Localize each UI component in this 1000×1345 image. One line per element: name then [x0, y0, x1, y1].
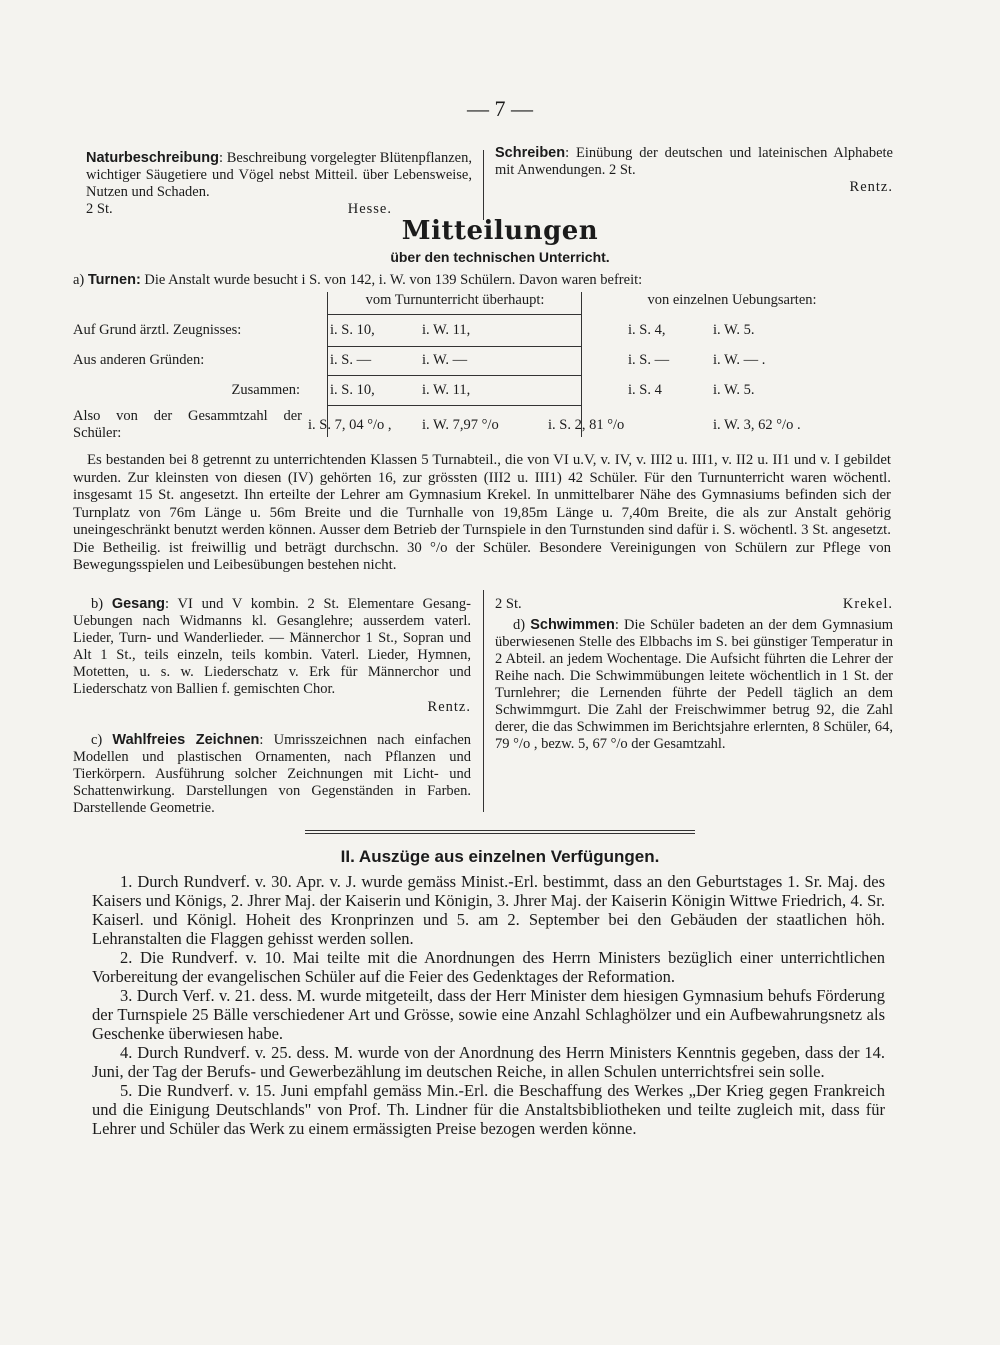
- naturbeschreibung-text: : Beschreibung vorgelegter Blütenpflanzen, wichtiger Säugetiere und Vögel nebst Mitteil. über Lebensweise, Nutzen und Schaden.: [86, 150, 472, 200]
- table-col-head-2: von einzelnen Uebungsarten:: [647, 292, 817, 308]
- naturbeschreibung-hours: 2 St.: [86, 201, 113, 217]
- double-rule-top: [305, 830, 695, 831]
- zeichnen-title: Wahlfreies Zeichnen: [112, 732, 260, 748]
- row-label: Aus anderen Gründen:: [73, 351, 205, 368]
- verfuegung-item: 2. Die Rundverf. v. 10. Mai teilte mit die Anordnungen des Herrn Ministers bezüglich einer unterrichtlichen Vorbereitung der evangelischen Schüler auf die Feier des Gedenktages der Reformation.: [92, 948, 885, 986]
- table-row: [73, 405, 885, 445]
- row-rule: [327, 405, 582, 406]
- mitteilungen-heading: Mitteilungen: [401, 216, 599, 246]
- row-s2: i. S. 2, 81 °/o: [548, 416, 625, 433]
- turnen-title: Turnen:: [87, 272, 141, 288]
- schreiben-title: Schreiben: [495, 145, 566, 161]
- mitteilungen-subtitle: über den technischen Unterricht.: [390, 249, 610, 265]
- turnen-prefix: a): [73, 272, 85, 288]
- naturbeschreibung-teacher: Hesse.: [347, 201, 392, 217]
- row-label: Zusammen:: [231, 381, 300, 398]
- row-s2: i. S. 4: [628, 381, 662, 398]
- page-number: — 7 —: [467, 96, 533, 121]
- top-column-divider: [483, 150, 484, 220]
- table-row: [73, 375, 885, 405]
- naturbeschreibung-block: [86, 150, 472, 218]
- row-s1: i. S. 7, 04 °/o ,: [308, 416, 392, 433]
- section2-title: II. Auszüge aus einzelnen Verfügungen.: [340, 847, 660, 866]
- schreiben-hours: 2 St.: [608, 162, 636, 178]
- row-s2: i. S. —: [628, 351, 670, 368]
- row-w2: i. W. 5.: [713, 321, 755, 338]
- row-s1: i. S. 10,: [330, 321, 375, 338]
- row-w2: i. W. 5.: [713, 381, 755, 398]
- schreiben-text: : Einübung der deutschen und lateinischen Alphabete mit Anwendungen.: [495, 145, 893, 178]
- naturbeschreibung-title: Naturbeschreibung: [86, 150, 219, 166]
- row-s1: i. S. —: [330, 351, 372, 368]
- double-rule-bottom: [305, 833, 695, 834]
- row-w1: i. W. 11,: [422, 321, 471, 338]
- turnen-table: [73, 315, 885, 445]
- verfuegung-item: 5. Die Rundverf. v. 15. Juni empfahl gemäss Min.-Erl. die Beschaffung des Werkes „Der Krieg gegen Frankreich und die Einigung Deutschlands" von Prof. Th. Lindner für die Anstaltsbibliotheken und teilte zugleich mit, dass für Lehrer und Schüler das Werk zu einem ermässigten Preise bezogen werden könne.: [92, 1081, 885, 1138]
- row-w1: i. W. 7,97 °/o: [422, 416, 499, 433]
- schwimmen-title: Schwimmen: [530, 617, 615, 633]
- schwimmen-prefix: d): [513, 617, 526, 633]
- gesang-text: : VI und V kombin. 2 St. Elementare Gesang- Uebungen nach Widmanns kl. Gesanglehre; ausserdem vaterl. Lieder, Turn- und Wanderlieder. — Männerchor 1 St., Sopran und Alt 1 St., teils einzeln, teils kombin. Vaterl. Lieder, Hymnen, Motetten, u. s. w. Liederschatz v. Erk für Männerchor und Liederschatz von Ballien f. gemischten Chor.: [73, 596, 471, 697]
- gesang-prefix: b): [91, 596, 104, 612]
- turnen-intro-text: Die Anstalt wurde besucht i S. von 142, i. W. von 139 Schülern. Davon waren befreit:: [144, 272, 643, 288]
- right-lower-block: [495, 596, 893, 753]
- schreiben-teacher: Rentz.: [849, 179, 893, 195]
- turnen-paragraph: Es bestanden bei 8 getrennt zu unterrichtenden Klassen 5 Turnabteil., die von VI u.V, v. IV, v. III2 u. III1, v. II2 u. II1 und v. I gebildet wurden. Zur kleinsten von diesen (IV) gehörten 16, zur grössten (III2 u. III1) 42 Schüler. Für den Turnunterricht waren wöchentl. insgesamt 15 St. angesetzt. Ihn erteilte der Lehrer am Gymnasium Krekel. In unmittelbarer Nähe des Gymnasiums befinden sich der Turnplatz von 76m Länge u. 56m Breite und die Turnhalle von 19,85m Länge u. 7,40m Breite, die als zur Anstalt gehörig uneingeschränkt benutzt werden können. Ausser dem Betrieb der Turnspiele in den Turnstunden sind dafür i. S. wöchentl. 3 St. angesetzt. Die Betheilig. ist freiwillig und beträgt durchschn. 30 °/o der Schüler. Besondere Vereinigungen von Schülern zur Pflege von Bewegungsspielen und Leibesübungen bestehen nicht.: [73, 452, 891, 573]
- verfuegung-item: 1. Durch Rundverf. v. 30. Apr. v. J. wurde gemäss Minist.-Erl. bestimmt, dass an den Geburtstages 1. Sr. Maj. des Kaisers und Königs, 2. Jhrer Maj. der Kaiserin und Königin, 3. Jhrer Maj. der Kaiserin Königin Wittwe Friedrich, 4. Sr. Kaiserl. und Königl. Hoheit des Kronprinzen und 5. am 2. September bei den Gebäuden der staatlichen höh. Lehranstalten die Flaggen gehisst werden sollen.: [92, 872, 885, 948]
- row-w2: i. W. 3, 62 °/o .: [713, 416, 801, 433]
- row-label: Auf Grund ärztl. Zeugnisses:: [73, 321, 242, 338]
- row-label: Also von der Gesammtzahl der Schüler:: [73, 408, 302, 441]
- row-w1: i. W. —: [422, 351, 468, 368]
- lower-column-divider: [483, 590, 484, 812]
- schwimmen-text: : Die Schüler badeten an der dem Gymnasium überwiesenen Stelle des Elbbachs im S. bei günstiger Temperatur in 2 Abteil. an jedem Wochentage. Die Aufsicht führten die Lehrer der Reihe nach. Die Schwimmübungen leitete wöchentlich in 1 St. der Turnlehrer; die Lernenden führte der Pedell täglich an dem Schwimmgurt. Die Zahl der Freischwimmer betrug 92, die Zahl derer, die das Schwimmen im Berichtsjahre erlernten, 8 Schüler, 64, 79 °/o , bezw. 5, 67 °/o der Gesamtzahl.: [495, 617, 894, 752]
- row-w1: i. W. 11,: [422, 381, 471, 398]
- row-w2: i. W. — .: [713, 351, 766, 368]
- table-row: [73, 345, 885, 375]
- row-rule: [327, 346, 582, 347]
- zeichnen-text: : Umrisszeichnen nach einfachen Modellen und plastischen Ornamenten, nach Pflanzen und Tierkörpern. Ausführung solcher Zeichnungen mit Licht- und Schattenwirkung. Darstellungen von Gegenständen in Farben. Darstellende Geometrie.: [73, 732, 472, 816]
- gesang-block: [73, 596, 471, 817]
- section2-items: [92, 872, 885, 1138]
- turnen-intro: [73, 272, 883, 289]
- schreiben-block: [495, 145, 893, 196]
- zeichnen-hours: 2 St.: [495, 596, 522, 612]
- verfuegung-item: 3. Durch Verf. v. 21. dess. M. wurde mitgeteilt, dass der Herr Minister dem hiesigen Gymnasium behufs Förderung der Turnspiele 25 Bälle verschiedener Art und Grösse, sowie eine Anzahl Schlaghölzer und ein Aufbewahrungsnetz als Geschenke überwiesen habe.: [92, 986, 885, 1043]
- gesang-teacher: Rentz.: [427, 699, 471, 715]
- gesang-title: Gesang: [111, 596, 166, 612]
- verfuegung-item: 4. Durch Rundverf. v. 25. dess. M. wurde von der Anordnung des Herrn Ministers Kenntnis gegeben, dass der 14. Juni, der Tag der Berufs- und Gewerbezählung im deutschen Reiche, in allen Schulen unterrichtsfrei sein solle.: [92, 1043, 885, 1081]
- table-row: [73, 315, 885, 345]
- zeichnen-teacher: Krekel.: [842, 596, 893, 612]
- zeichnen-prefix: c): [91, 732, 103, 748]
- row-rule: [327, 375, 582, 376]
- row-s2: i. S. 4,: [628, 321, 666, 338]
- table-col-head-1: vom Turnunterricht überhaupt:: [365, 292, 545, 308]
- row-s1: i. S. 10,: [330, 381, 375, 398]
